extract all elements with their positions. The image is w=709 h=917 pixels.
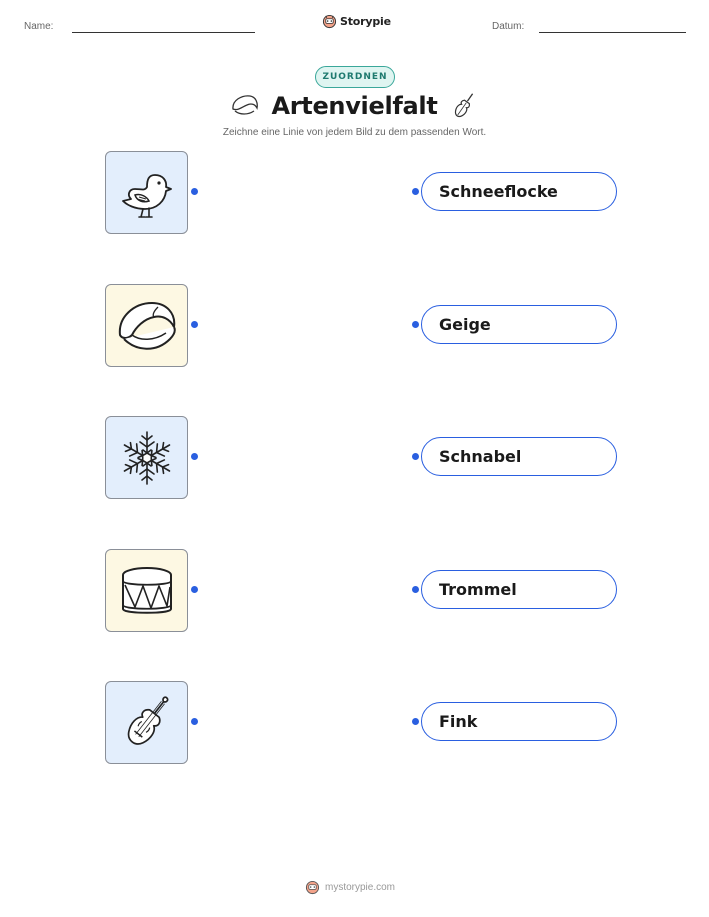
- name-label: Name:: [24, 21, 54, 32]
- bird-icon: [115, 161, 179, 225]
- footer-url[interactable]: mystorypie.com: [325, 882, 396, 893]
- storypie-mascot-icon: [322, 14, 337, 29]
- picture-dot-4[interactable]: [191, 586, 198, 593]
- footer: [305, 880, 395, 895]
- word-box-3: Schnabel: [421, 437, 617, 476]
- word-box-2: Geige: [421, 305, 617, 344]
- instruction-text: Zeichne eine Linie von jedem Bild zu dem passenden Wort.: [222, 127, 487, 138]
- violin-icon: [115, 689, 179, 757]
- picture-box-bird: [105, 151, 188, 234]
- word-dot-3[interactable]: [412, 453, 419, 460]
- date-line[interactable]: [539, 32, 686, 33]
- word-dot-1[interactable]: [412, 188, 419, 195]
- picture-box-beak: [105, 284, 188, 367]
- snowflake-icon: [117, 428, 177, 488]
- word-dot-4[interactable]: [412, 586, 419, 593]
- word-box-1: Schneeflocke: [421, 172, 617, 211]
- beak-icon: [114, 295, 180, 357]
- word-box-5: Fink: [421, 702, 617, 741]
- drum-icon: [115, 559, 179, 623]
- picture-box-snowflake: [105, 416, 188, 499]
- word-dot-2[interactable]: [412, 321, 419, 328]
- storypie-footer-icon: [305, 880, 320, 895]
- picture-dot-2[interactable]: [191, 321, 198, 328]
- worksheet-title: Artenvielfalt: [271, 92, 438, 120]
- picture-dot-3[interactable]: [191, 453, 198, 460]
- picture-dot-1[interactable]: [191, 188, 198, 195]
- picture-box-violin: [105, 681, 188, 764]
- brand-name: Storypie: [340, 15, 391, 28]
- brand-logo: [322, 14, 391, 29]
- name-line[interactable]: [72, 32, 255, 33]
- activity-badge: ZUORDNEN: [315, 66, 395, 88]
- picture-dot-5[interactable]: [191, 718, 198, 725]
- date-label: Datum:: [492, 21, 525, 32]
- picture-box-drum: [105, 549, 188, 632]
- word-dot-5[interactable]: [412, 718, 419, 725]
- word-box-4: Trommel: [421, 570, 617, 609]
- violin-title-icon: [451, 89, 477, 123]
